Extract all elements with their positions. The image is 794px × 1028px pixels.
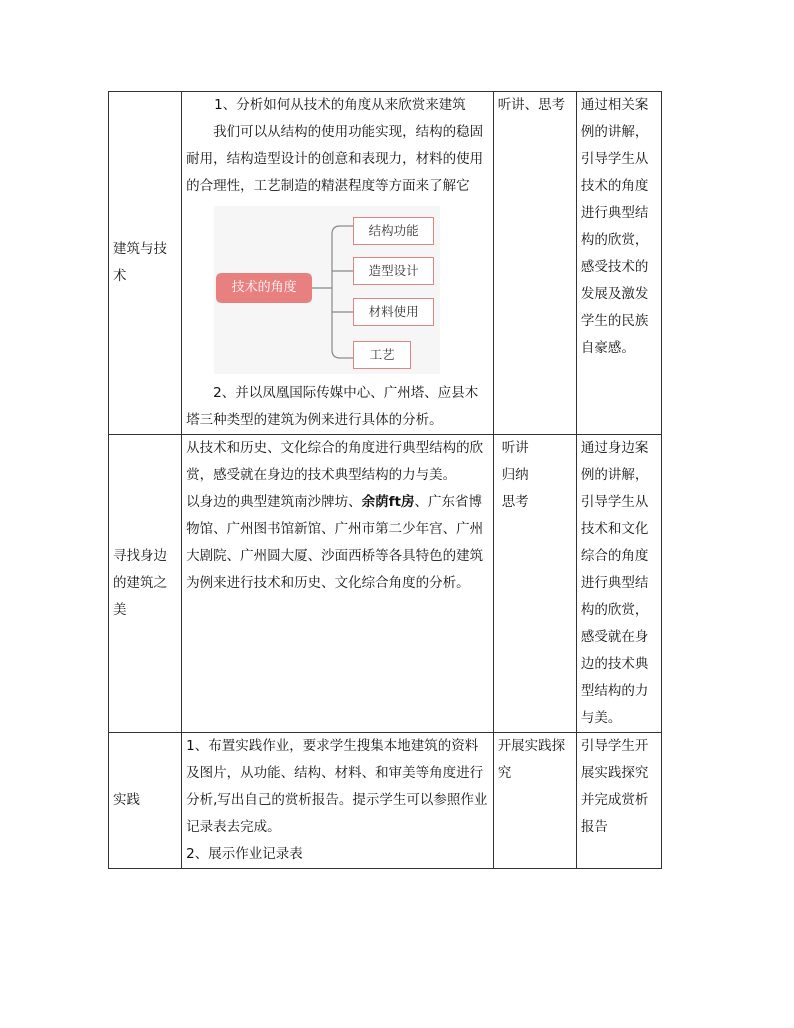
mind-map-root: 技术的角度 [216,273,312,303]
intent-cell [576,733,661,869]
content-paragraph: 2、并以凤凰国际传媒中心、广州塔、应县木塔三种类型的建筑为例来进行具体的分析。 [186,385,479,428]
content-cell [182,733,494,869]
mind-map-branch: 造型设计 [353,257,434,285]
section-label: 实践 [113,792,140,808]
section-label: 建筑与技术 [113,241,167,284]
intent-text: 通过相关案例的讲解，引导学生从技术的角度进行典型结构的欣赏，感受技术的发展及激发学生的民族自豪感。 [580,97,649,356]
mind-map-branch: 材料使用 [353,298,434,326]
activity-cell [493,733,576,869]
section-cell [109,733,182,869]
content-paragraph: 从技术和历史、文化综合的角度进行典型结构的欣赏，感受就在身边的技术典型结构的力与美。 [186,440,484,483]
mind-map-branch: 结构功能 [353,217,434,245]
content-text: 以身边的典型建筑南沙牌坊、 [186,494,362,510]
intent-text: 通过身边案例的讲解，引导学生从技术和文化综合的角度进行典型结构的欣赏，感受就在身边的技术典型结构的力与美。 [580,440,649,726]
content-paragraph: 1、布置实践作业，要求学生搜集本地建筑的资料及图片，从功能、结构、材料、和审美等角度进行分析,写出自己的赏析报告。提示学生可以参照作业记录表去完成。 [186,738,488,835]
intent-text: 引导学生开展实践探究并完成赏析报告 [580,738,649,835]
section-cell [109,92,182,435]
lesson-plan-table [108,91,662,869]
content-paragraph [186,489,489,597]
activity-line: 归纳 [501,467,529,483]
activity-line: 听讲 [501,440,529,456]
activity-text: 开展实践探究 [497,738,566,781]
content-paragraph: 1、分析如何从技术的角度从来欣赏来建筑 [214,97,466,113]
mind-map-diagram [214,206,440,374]
mind-map-branch: 工艺 [353,341,411,369]
content-cell [182,92,494,435]
connector-spine [332,226,340,358]
activity-cell [493,435,576,733]
content-cell [182,435,494,733]
activity-text: 听讲、思考 [497,97,566,113]
content-text: 、广东省博物馆、广州图书馆新馆、广州市第二少年宫、广州大剧院、广州圆大厦、沙面西桥等各具特色的建筑为例来进行技术和历史、文化综合角度的分析。 [186,494,484,591]
intent-cell [576,435,661,733]
content-paragraph: 2、展示作业记录表 [186,846,303,862]
table-row [109,435,662,733]
section-cell [109,435,182,733]
content-paragraph: 我们可以从结构的使用功能实现，结构的稳固耐用，结构造型设计的创意和表现力，材料的使用的合理性，工艺制造的精湛程度等方面来了解它 [186,124,484,194]
section-label: 寻找身边的建筑之美 [113,548,167,618]
activity-cell [493,92,576,435]
content-text-bold: 余荫ft房 [361,494,415,510]
table-row [109,92,662,435]
intent-cell [576,92,661,435]
table-row [109,733,662,869]
activity-line: 思考 [501,494,529,510]
